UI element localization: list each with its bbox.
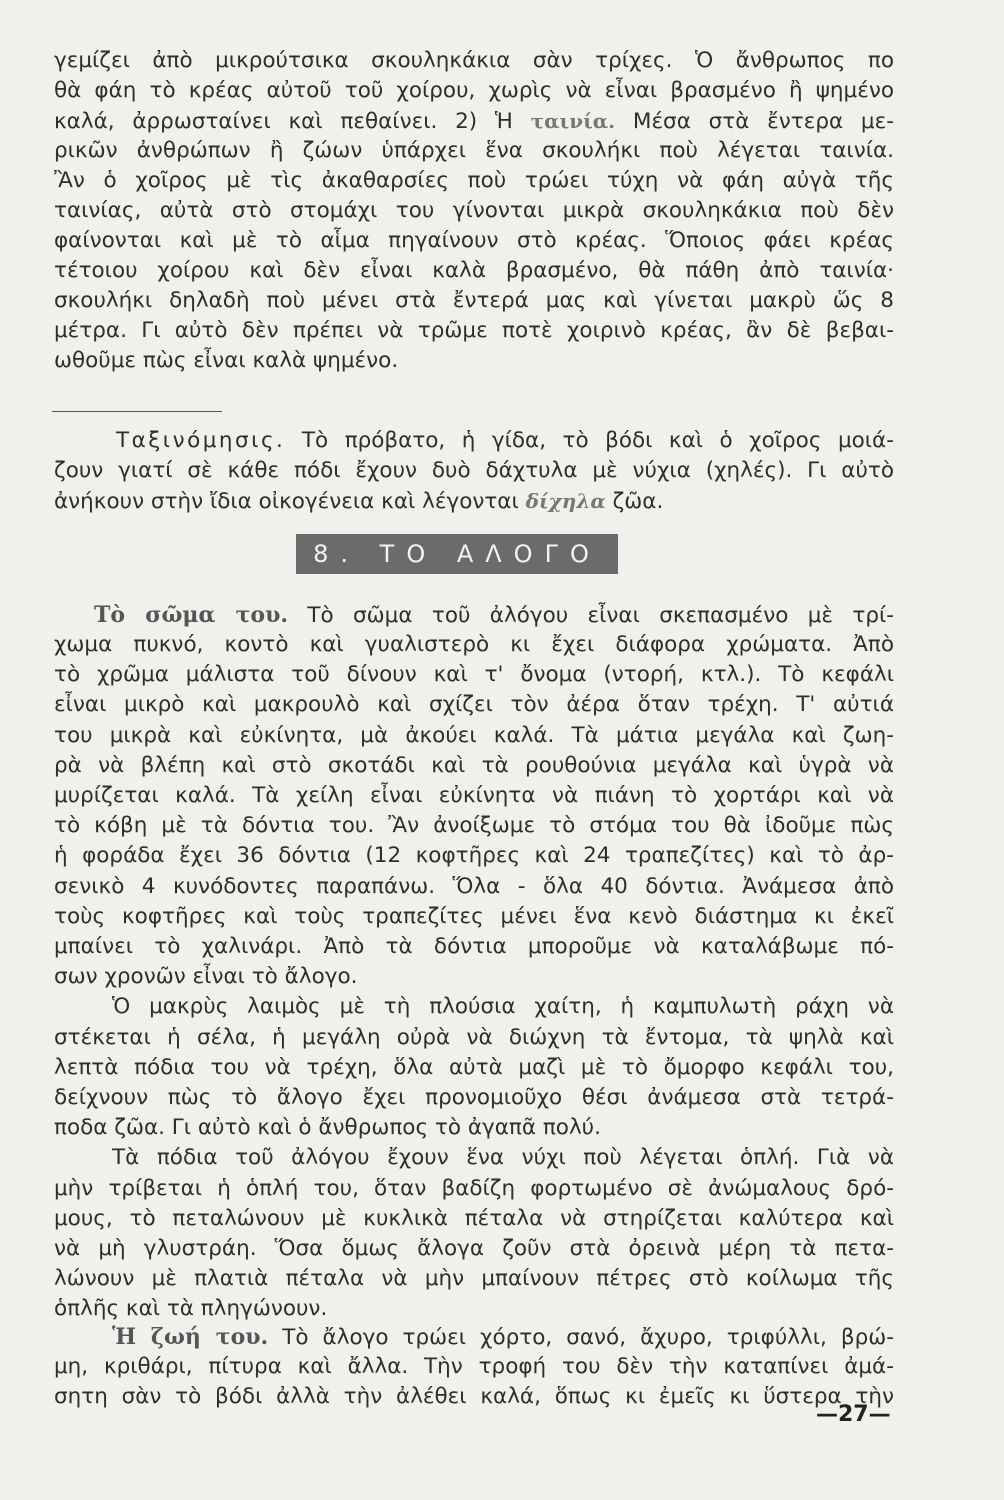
body-text-line: σων χρονῶν εἶναι τὸ ἄλογο.	[54, 964, 358, 989]
text-span: ἀνήκουν στὴν ἴδια οἰκογένεια καὶ λέγονται	[54, 489, 519, 514]
body-text-line: ὁπλῆς καὶ τὰ πληγώνουν.	[54, 1296, 328, 1321]
section-heading-life: Ἡ ζωή του.	[112, 1324, 269, 1350]
text-line-3	[54, 106, 894, 137]
text-line-2: θὰ φάη τὸ κρέας αὐτοῦ τοῦ χοίρου, χωρὶς νὰ εἶναι βρασμένο ἢ ψημένο	[54, 78, 894, 103]
body-line-1	[54, 600, 894, 631]
body-text-line: μυρίζεται καλά. Τὰ χείλη εἶναι εὐκίνητα νὰ πιάνη τὸ χορτάρι καὶ νὰ	[54, 783, 894, 808]
life-line-1	[54, 1322, 894, 1353]
text-span: καλά, ἀρρωσταίνει καὶ πεθαίνει. 2) Ἡ	[54, 109, 513, 134]
taxonomy-heading: Ταξινόμησις.	[116, 428, 286, 453]
body-text-line: ρὰ νὰ βλέπη καὶ στὸ σκοτάδι καὶ τὰ ρουθούνια μεγάλα καὶ ὑγρὰ νὰ	[54, 753, 894, 778]
term-tainia: ταινία.	[530, 109, 616, 133]
section-heading-body: Τὸ σῶμα του.	[94, 602, 289, 628]
text-span: Τὸ σῶμα τοῦ ἀλόγου εἶναι σκεπασμένο μὲ τρί-	[307, 603, 895, 628]
text-line-1: γεμίζει ἀπὸ μικρούτσικα σκουληκάκια σὰν τρίχες. Ὁ ἄνθρωπος πο	[54, 48, 894, 73]
body-text-line: δείχνουν πὼς τὸ ἄλογο ἔχει προνομιοῦχο θέσι ἀνάμεσα στὰ τετρά-	[54, 1085, 894, 1110]
text-line-9: σκουλήκι δηλαδὴ ποὺ μένει στὰ ἔντερά μας καὶ γίνεται μακρὺ ὥς 8	[54, 288, 894, 313]
text-line-11: ωθοῦμε πὼς εἶναι καλὰ ψημένο.	[54, 348, 399, 373]
text-span: Τὸ ἄλογο τρώει χόρτο, σανό, ἄχυρο, τριφύλλι, βρώ-	[282, 1325, 895, 1350]
text-span: Μέσα στὰ ἔντερα με-	[632, 109, 894, 134]
life-line-2: μη, κριθάρι, πίτυρα καὶ ἄλλα. Τὴν τροφή του δὲν τὴν καταπίνει ἀμά-	[54, 1354, 894, 1379]
taxonomy-line-2: ζουν γιατί σὲ κάθε πόδι ἔχουν δυὸ δάχτυλα μὲ νύχια (χηλές). Γι αὐτὸ	[54, 458, 894, 483]
body-text-line: σενικὸ 4 κυνόδοντες παραπάνω. Ὅλα - ὅλα 40 δόντια. Ἀνάμεσα ἀπὸ	[54, 874, 894, 899]
text-line-6: ταινίας, αὐτὰ στὸ στομάχι του γίνονται μικρὰ σκουληκάκια ποὺ δὲν	[54, 198, 894, 223]
taxonomy-line-1	[54, 426, 894, 456]
body-text-line: τὸ κόβη μὲ τὰ δόντια του. Ἂν ἀνοίξωμε τὸ στόμα του θὰ ἰδοῦμε πὼς	[54, 813, 894, 838]
term-dichila: δίχηλα	[525, 489, 606, 513]
text-span: ζῶα.	[612, 489, 664, 514]
chapter-banner: 8. ΤΟ ΑΛΟΓΟ	[296, 534, 618, 574]
text-line-7: φαίνονται καὶ μὲ τὸ αἷμα πηγαίνουν στὸ κρέας. Ὅποιος φάει κρέας	[54, 228, 894, 253]
body-text-line: μὴν τρίβεται ἡ ὁπλή του, ὅταν βαδίζη φορτωμένο σὲ ἀνώμαλους δρό-	[54, 1176, 894, 1201]
page-number: —27—	[816, 1402, 891, 1427]
body-text-line: Ὁ μακρὺς λαιμὸς μὲ τὴ πλούσια χαίτη, ἡ καμπυλωτὴ ράχη νὰ	[112, 994, 894, 1019]
section-divider	[52, 411, 222, 412]
body-text-line: νὰ μὴ γλυστράη. Ὅσα ὅμως ἄλογα ζοῦν στὰ ὀρεινὰ μέρη τὰ πετα-	[54, 1236, 894, 1261]
body-text-line: μπαίνει τὸ χαλινάρι. Ἀπὸ τὰ δόντια μποροῦμε νὰ καταλάβωμε πό-	[54, 934, 894, 959]
taxonomy-line-3	[54, 486, 894, 517]
body-text-line: Τὰ πόδια τοῦ ἀλόγου ἔχουν ἕνα νύχι ποὺ λέγεται ὁπλή. Γιὰ νὰ	[112, 1145, 894, 1170]
body-text-line: ἡ φοράδα ἔχει 36 δόντια (12 κοφτῆρες καὶ 24 τραπεζίτες) καὶ τὸ ἀρ-	[54, 843, 894, 868]
body-text-line: χωμα πυκνό, κοντὸ καὶ γυαλιστερὸ κι ἔχει διάφορα χρώματα. Ἀπὸ	[54, 632, 894, 657]
text-line-4: ρικῶν ἀνθρώπων ἢ ζώων ὑπάρχει ἕνα σκουλήκι ποὺ λέγεται ταινία.	[54, 138, 894, 163]
text-line-5: Ἂν ὁ χοῖρος μὲ τὶς ἀκαθαρσίες ποὺ τρώει τύχη νὰ φάη αὐγὰ τῆς	[54, 168, 894, 193]
body-text-line: τοὺς κοφτῆρες καὶ τοὺς τραπεζίτες μένει ἕνα κενὸ διάστημα κι ἐκεῖ	[54, 904, 894, 929]
body-text-line: στέκεται ἡ σέλα, ἡ μεγάλη οὐρὰ νὰ διώχνη τὰ ἔντομα, τὰ ψηλὰ καὶ	[54, 1025, 894, 1050]
body-text-line: λώνουν μὲ πλατιὰ πέταλα νὰ μὴν μπαίνουν πέτρες στὸ κοίλωμα τῆς	[54, 1266, 894, 1291]
body-text-line: λεπτὰ πόδια του νὰ τρέχη, ὅλα αὐτὰ μαζὶ μὲ τὸ ὄμορφο κεφάλι του,	[54, 1055, 894, 1080]
text-span: Τὸ πρόβατο, ἡ γίδα, τὸ βόδι καὶ ὁ χοῖρος μοιά-	[301, 428, 894, 453]
life-line-3: σητη σὰν τὸ βόδι ἀλλὰ τὴν ἀλέθει καλά, ὅπως κι ἐμεῖς κι ὕστερα τὴν	[54, 1384, 894, 1409]
body-text-line: μους, τὸ πεταλώνουν μὲ κυκλικὰ πέταλα νὰ στηρίζεται καλύτερα καὶ	[54, 1206, 894, 1231]
text-line-8: τέτοιου χοίρου καὶ δὲν εἶναι καλὰ βρασμένο, θὰ πάθη ἀπὸ ταινία·	[54, 258, 894, 283]
text-line-10: μέτρα. Γι αὐτὸ δὲν πρέπει νὰ τρῶμε ποτὲ χοιρινὸ κρέας, ἂν δὲ βεβαι-	[54, 318, 894, 343]
body-text-line: ποδα ζῶα. Γι αὐτὸ καὶ ὁ ἄνθρωπος τὸ ἀγαπᾶ πολύ.	[54, 1115, 601, 1140]
body-text-line: του μικρὰ καὶ εὐκίνητα, μὰ ἀκούει καλά. Τὰ μάτια μεγάλα καὶ ζωη-	[54, 723, 894, 748]
body-text-line: εἶναι μικρὸ καὶ μακρουλὸ καὶ σχίζει τὸν ἀέρα ὅταν τρέχη. Τ' αὐτιά	[54, 692, 894, 717]
body-text-line: τὸ χρῶμα μάλιστα τοῦ δίνουν καὶ τ' ὄνομα (ντορή, κτλ.). Τὸ κεφάλι	[54, 662, 894, 687]
